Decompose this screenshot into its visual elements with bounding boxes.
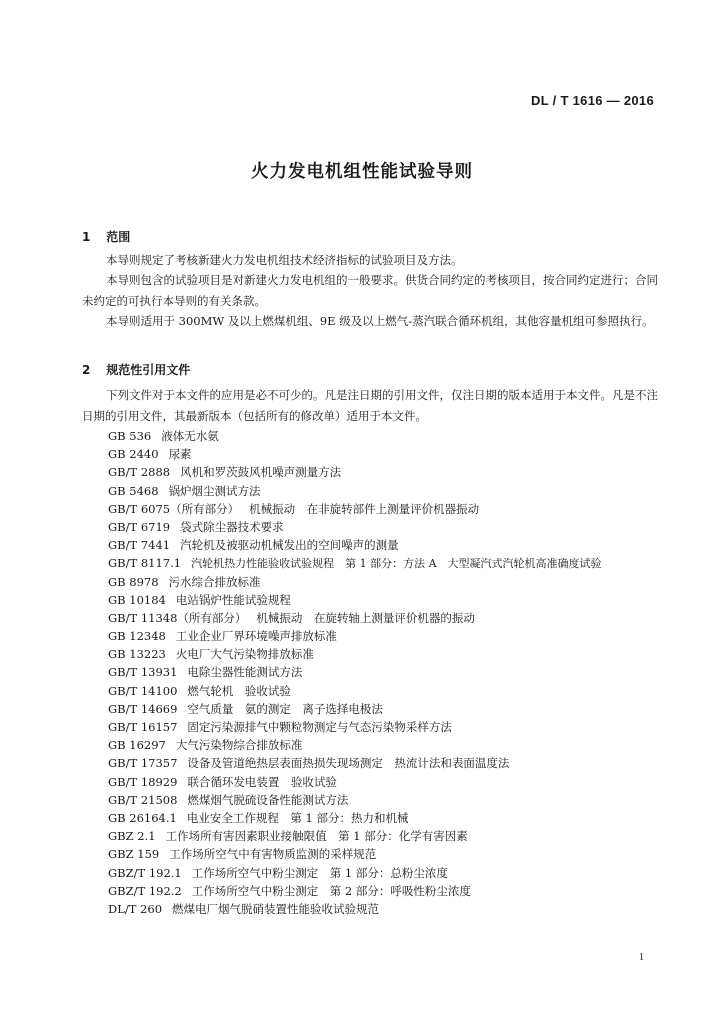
reference-item [108,791,602,809]
reference-title: 污水综合排放标准 [168,574,261,589]
reference-code: GB/T 8117.1 [108,556,182,571]
section-number: 1 [82,230,91,244]
reference-code: GBZ/T 192.2 [108,883,182,898]
reference-item [108,736,602,754]
page-number: 1 [639,952,644,963]
reference-code: GBZ 2.1 [108,829,156,844]
reference-code: GB 2440 [108,447,159,462]
reference-title: 大气污染物综合排放标准 [175,738,303,753]
reference-title: 机械振动 在非旋转部件上测量评价机器振动 [249,501,480,516]
reference-code: GB/T 17357 [108,756,178,771]
reference-title: 燃气轮机 验收试验 [187,683,291,698]
reference-item [108,773,602,791]
reference-title: 汽轮机及被驱动机械发出的空间噪声的测量 [180,538,399,553]
reference-code: GB/T 6075（所有部分） [108,501,240,516]
reference-title: 工作场所空气中有害物质监测的采样规范 [169,847,377,862]
paragraph: 本导则适用于 300MW 及以上燃煤机组、9E 级及以上燃气-蒸汽联合循环机组，其他容量机组可参照执行。 [106,314,654,328]
reference-code: GB/T 2888 [108,465,171,480]
reference-title: 设备及管道绝热层表面热损失现场测定 热流计法和表面温度法 [187,756,510,771]
reference-title: 联合循环发电装置 验收试验 [187,774,337,789]
reference-item [108,900,602,918]
reference-title: 火电厂大气污染物排放标准 [175,647,314,662]
reference-code: GB 8978 [108,574,159,589]
section-title: 规范性引用文件 [106,363,191,377]
reference-code: GB 536 [108,429,152,443]
reference-item [108,754,602,772]
reference-item [108,864,602,882]
reference-code: GB/T 6719 [108,519,171,534]
reference-code: GB/T 14669 [108,701,178,716]
reference-code: GB/T 18929 [108,774,178,789]
reference-item [108,554,602,572]
reference-title: 风机和罗茨鼓风机噪声测量方法 [180,465,342,480]
reference-code: GB 5468 [108,483,159,498]
reference-code: GB/T 21508 [108,792,178,807]
reference-item [108,463,602,481]
reference-item [108,845,602,863]
section-title: 范围 [106,230,131,244]
reference-title: 工作场所有害因素职业接触限值 第 1 部分：化学有害因素 [165,829,468,844]
paragraph: 本导则规定了考核新建火力发电机组技术经济指标的试验项目及方法。 [106,253,463,267]
reference-item [108,536,602,554]
reference-item [108,718,602,736]
standard-code: DL / T 1616 — 2016 [531,93,654,108]
reference-item [108,518,602,536]
reference-code: GB 13223 [108,647,166,662]
section-heading-normative-references [82,361,190,378]
reference-code: GB 10184 [108,592,166,607]
reference-item [108,882,602,900]
reference-code: GB/T 14100 [108,683,178,698]
reference-item [108,609,602,627]
reference-title: 袋式除尘器技术要求 [180,519,284,534]
reference-item [108,573,602,591]
reference-code: GB/T 7441 [108,538,171,553]
document-title: 火力发电机组性能试验导则 [251,162,473,182]
reference-title: 电站锅炉性能试验规程 [175,592,291,607]
reference-code: GB 16297 [108,738,166,753]
reference-item [108,682,602,700]
reference-item [108,627,602,645]
reference-title: 工作场所空气中粉尘测定 第 1 部分：总粉尘浓度 [191,865,448,880]
reference-title: 锅炉烟尘测试方法 [168,483,261,498]
reference-title: 尿素 [168,447,192,462]
reference-list [108,427,602,918]
reference-code: GB 26164.1 [108,810,177,825]
reference-item [108,663,602,681]
reference-title: 燃煤烟气脱硫设备性能测试方法 [187,792,349,807]
section-number: 2 [82,363,91,377]
reference-code: GB/T 16157 [108,720,178,734]
reference-item [108,482,602,500]
reference-item [108,445,602,463]
reference-title: 汽轮机热力性能验收试验规程 第 1 部分：方法 A 大型凝汽式汽轮机高准确度试验 [191,557,602,571]
reference-code: GB 12348 [108,629,166,644]
reference-code: GBZ 159 [108,847,160,862]
section-heading-scope [82,228,130,245]
reference-title: 燃煤电厂烟气脱硝装置性能验收试验规范 [172,901,380,916]
reference-title: 电除尘器性能测试方法 [187,665,303,680]
reference-item [108,591,602,609]
paragraph: 下列文件对于本文件的应用是必不可少的。凡是注日期的引用文件，仅注日期的版本适用于本文件。凡是不注日期的引用文件，其最新版本（包括所有的修改单）适用于本文件。 [82,388,658,423]
reference-item [108,700,602,718]
reference-item [108,500,602,518]
reference-title: 机械振动 在旋转轴上测量评价机器的振动 [256,610,475,625]
reference-item [108,427,602,445]
reference-code: GB/T 11348（所有部分） [108,610,247,625]
reference-title: 液体无水氨 [161,429,219,443]
reference-title: 电业安全工作规程 第 1 部分：热力和机械 [186,810,409,825]
reference-title: 工作场所空气中粉尘测定 第 2 部分：呼吸性粉尘浓度 [191,883,471,898]
reference-item [108,809,602,827]
paragraph: 本导则包含的试验项目是对新建火力发电机组的一般要求。供货合同约定的考核项目，按合同约定进行；合同未约定的可执行本导则的有关条款。 [82,273,658,308]
reference-title: 空气质量 氨的测定 离子选择电极法 [187,701,383,716]
reference-title: 工业企业厂界环境噪声排放标准 [175,629,337,644]
reference-code: GBZ/T 192.1 [108,865,182,880]
reference-title: 固定污染源排气中颗粒物测定与气态污染物采样方法 [187,720,452,734]
reference-item [108,827,602,845]
reference-code: GB/T 13931 [108,665,178,680]
reference-item [108,645,602,663]
reference-code: DL/T 260 [108,901,163,916]
